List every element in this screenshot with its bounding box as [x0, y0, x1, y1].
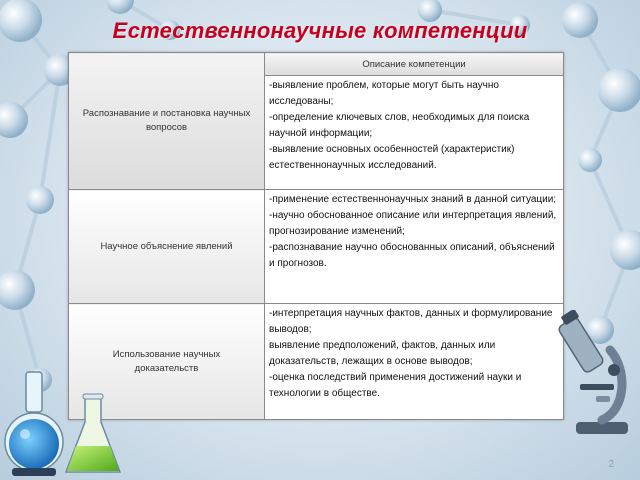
list-item: -научно обоснованное описание или интерпретация явлений, прогнозирование изменений; — [269, 210, 557, 237]
list-item: -оценка последствий применения достижений науки и технологии в обществе. — [269, 372, 522, 399]
list-item: -распознавание научно обоснованных описаний, объяснений и прогнозов. — [269, 242, 555, 269]
competence-cell — [69, 190, 265, 304]
competence-cell — [69, 53, 265, 190]
page-number: 2 — [608, 459, 614, 470]
microscope-icon — [556, 310, 640, 440]
list-item: -интерпретация научных фактов, данных и формулирование выводов; — [269, 308, 553, 335]
conical-flask-icon — [62, 392, 124, 480]
competence-table — [68, 52, 564, 420]
competence-label: Использование научных доказательств — [112, 348, 221, 374]
competence-label: Распознавание и постановка научных вопросов — [82, 108, 251, 133]
list-item: -применение естественнонаучных знаний в данной ситуации; — [269, 194, 557, 205]
table-row — [69, 190, 564, 304]
round-flask-icon — [2, 368, 66, 480]
list-item: выявление предположений, фактов, данных или доказательств, лежащих в основе выводов; — [269, 340, 496, 367]
description-cell — [265, 190, 564, 304]
description-cell — [265, 304, 564, 420]
table-header-row — [69, 53, 564, 76]
description-cell — [265, 76, 564, 190]
table-row — [69, 304, 564, 420]
list-item: -выявление проблем, которые могут быть научно исследованы; — [269, 80, 499, 107]
list-item: -выявление основных особенностей (характеристик) естественнонаучных исследований. — [269, 144, 515, 171]
slide-title: Естественнонаучные компетенции — [112, 18, 528, 43]
competence-label: Научное объяснение явлений — [100, 240, 233, 252]
list-item: -определение ключевых слов, необходимых для поиска научной информации; — [269, 112, 530, 139]
description-header: Описание компетенции — [265, 53, 564, 76]
